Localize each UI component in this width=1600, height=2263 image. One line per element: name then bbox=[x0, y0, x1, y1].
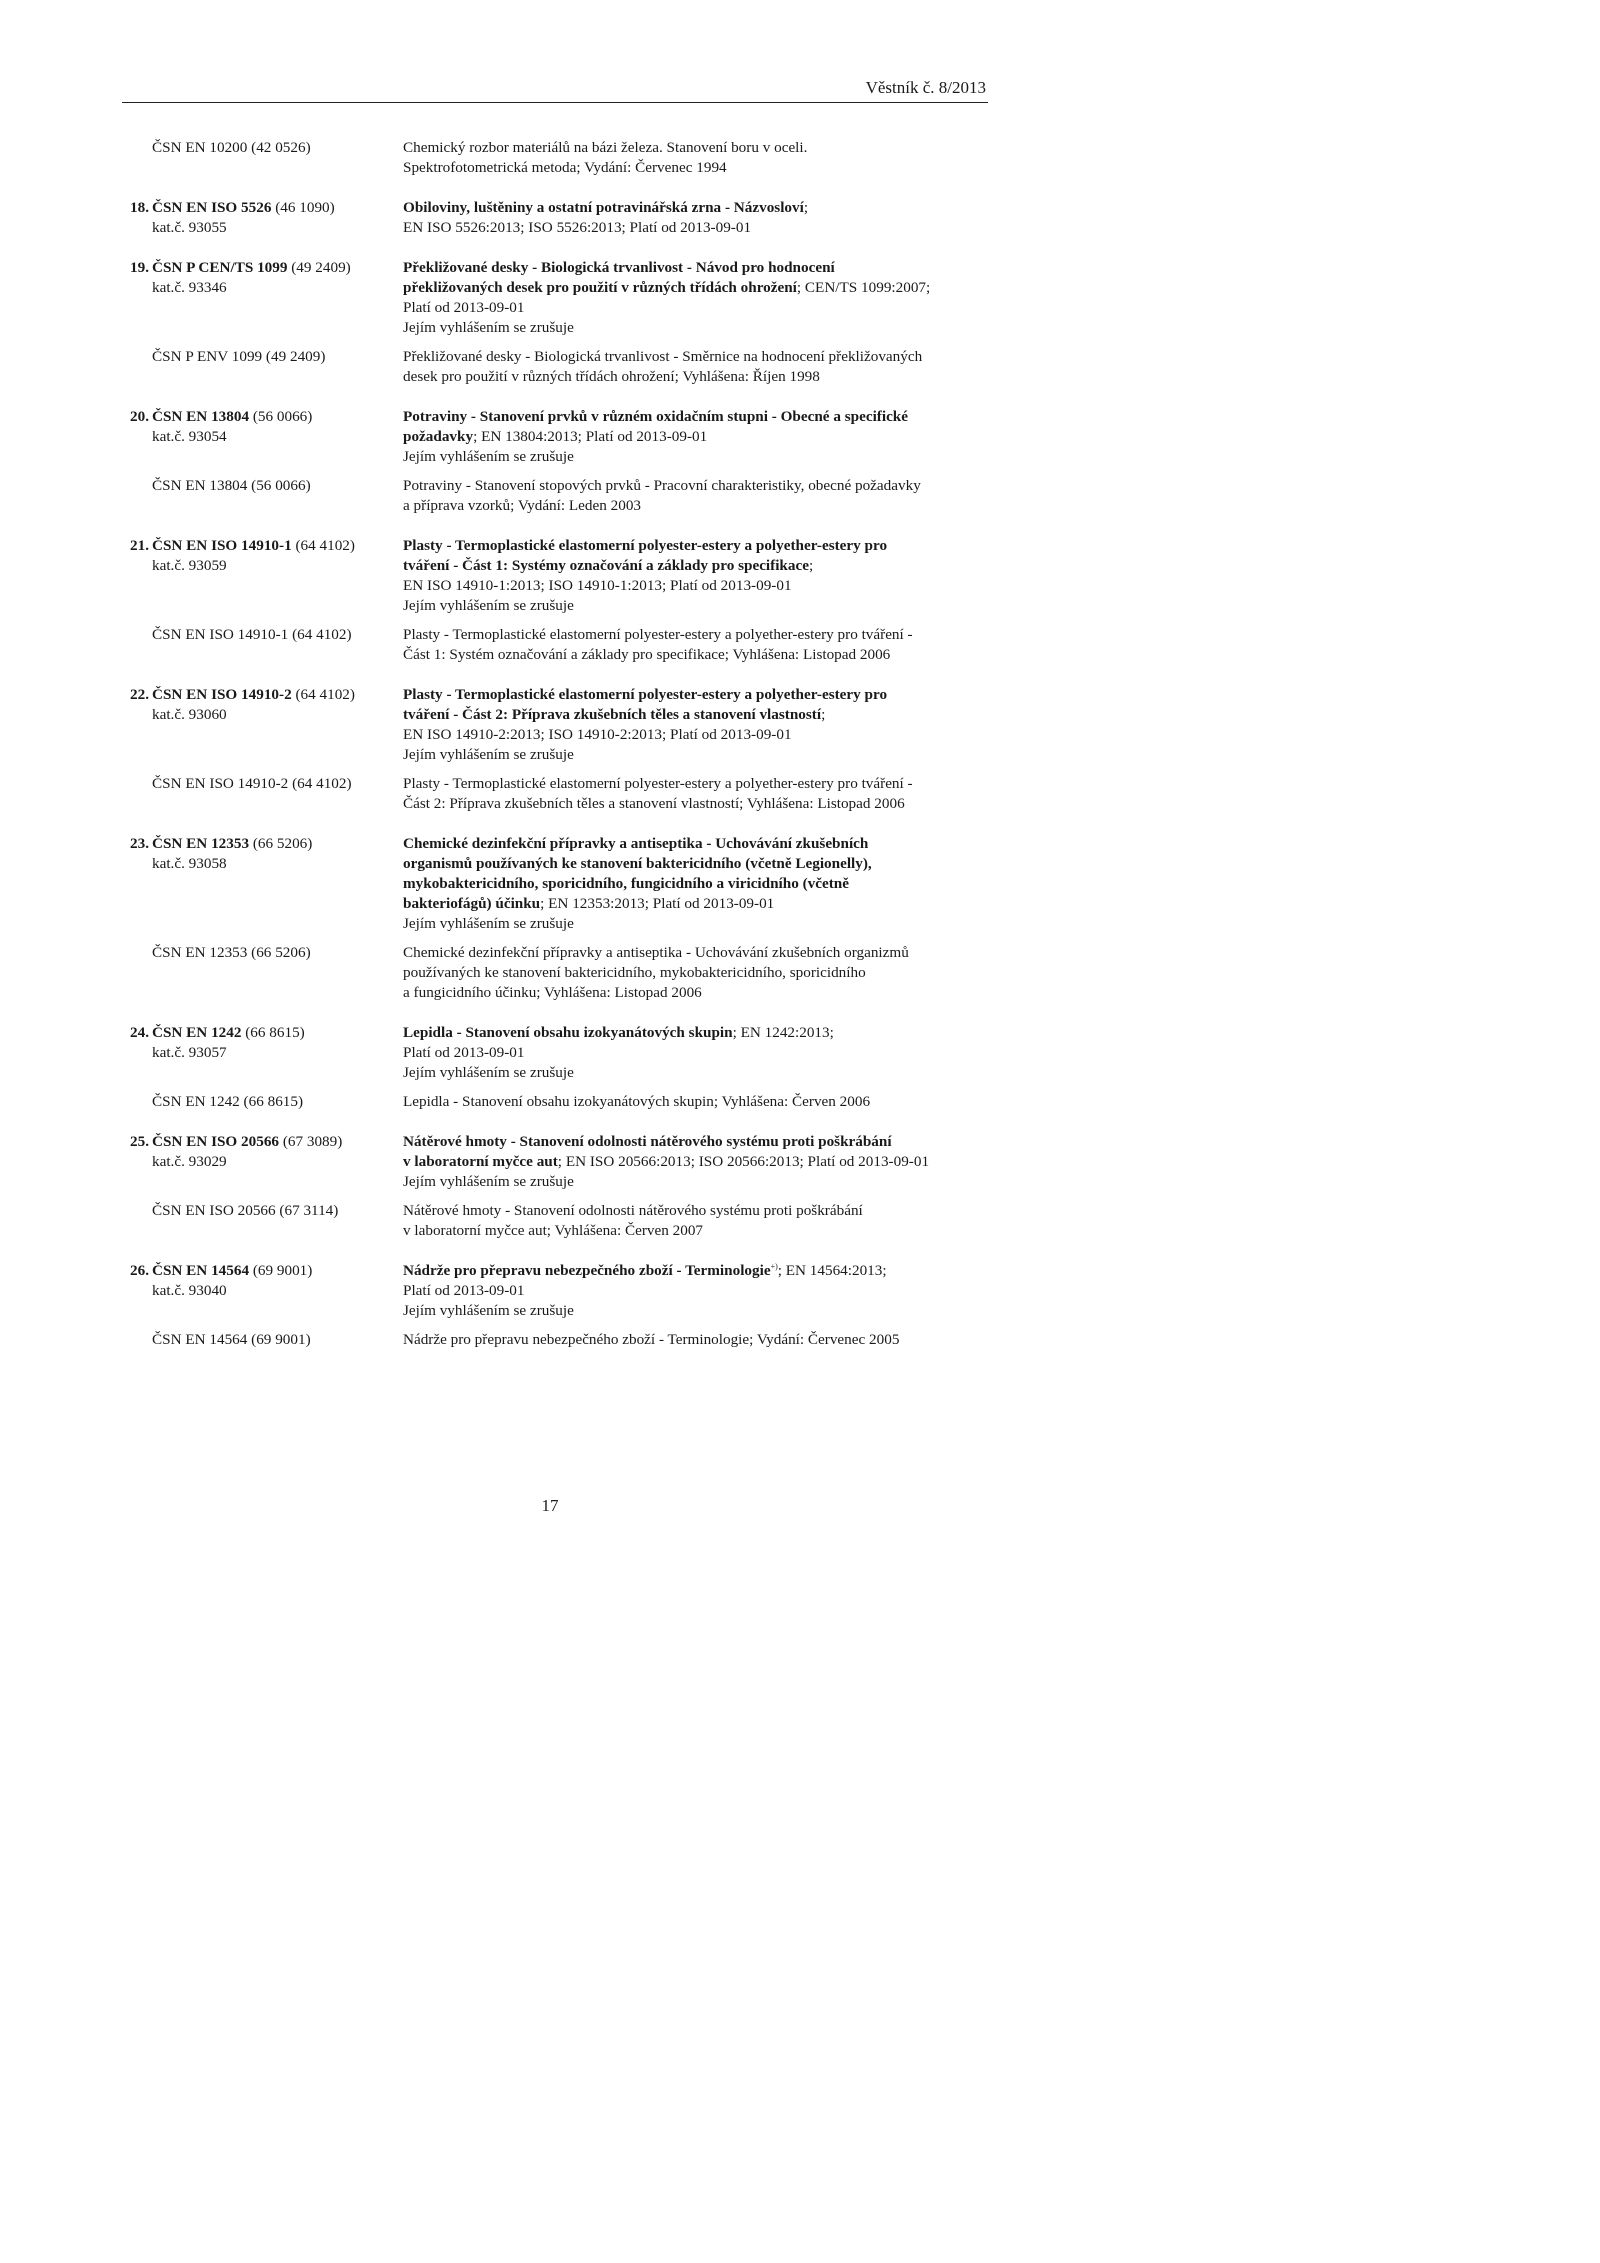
entry-number: 23. bbox=[130, 835, 149, 852]
catalog-number: kat.č. 93057 bbox=[152, 1044, 227, 1061]
replaced-standard-code bbox=[122, 1330, 403, 1350]
standard-code-bold: ČSN EN 13804 bbox=[152, 408, 250, 425]
title-text: Lepidla - Stanovení obsahu izokyanátových skupin bbox=[403, 1024, 733, 1041]
entry-main-row bbox=[122, 1261, 988, 1321]
replaced-standard-row bbox=[122, 347, 988, 387]
text-line bbox=[403, 1063, 988, 1083]
title-text: tváření - Část 1: Systémy označování a základy pro specifikace bbox=[403, 557, 809, 574]
catalog-number: kat.č. 93055 bbox=[152, 219, 227, 236]
text-line bbox=[403, 914, 988, 934]
standard-description bbox=[403, 407, 988, 467]
detail-text: Potraviny - Stanovení stopových prvků - Pracovní charakteristiky, obecné požadavky bbox=[403, 477, 921, 494]
detail-text: v laboratorní myčce aut; Vyhlášena: Červen 2007 bbox=[403, 1222, 704, 1239]
standard-description bbox=[403, 258, 988, 338]
standard-entry bbox=[122, 1261, 988, 1350]
entry-number: 22. bbox=[130, 686, 149, 703]
replaced-code-text: ČSN EN ISO 14910-1 (64 4102) bbox=[152, 626, 352, 643]
text-line bbox=[403, 218, 988, 238]
title-text: mykobaktericidního, sporicidního, fungicidního a viricidního (včetně bbox=[403, 875, 849, 892]
text-line bbox=[403, 1281, 988, 1301]
detail-text: Spektrofotometrická metoda; Vydání: Červenec 1994 bbox=[403, 159, 727, 176]
catalog-number: kat.č. 93346 bbox=[152, 279, 227, 296]
detail-text: ; EN 12353:2013; Platí od 2013-09-01 bbox=[540, 895, 775, 912]
detail-text: EN ISO 5526:2013; ISO 5526:2013; Platí od 2013-09-01 bbox=[403, 219, 752, 236]
entry-main-row bbox=[122, 258, 988, 338]
replaced-standard-row bbox=[122, 1092, 988, 1112]
title-text: Plasty - Termoplastické elastomerní polyester-estery a polyether-estery pro bbox=[403, 537, 888, 554]
title-text: v laboratorní myčce aut bbox=[403, 1153, 558, 1170]
text-line bbox=[403, 685, 988, 705]
footnote-mark: +) bbox=[770, 1261, 778, 1271]
detail-text: ; EN ISO 20566:2013; ISO 20566:2013; Platí od 2013-09-01 bbox=[557, 1153, 930, 1170]
replaced-code-text: ČSN EN ISO 14910-2 (64 4102) bbox=[152, 775, 352, 792]
standard-code-class: (66 8615) bbox=[241, 1024, 305, 1041]
replaced-standard-row bbox=[122, 1330, 988, 1350]
text-line bbox=[403, 963, 988, 983]
standard-description bbox=[403, 834, 988, 934]
detail-text: Platí od 2013-09-01 bbox=[403, 1044, 525, 1061]
standard-entry bbox=[122, 1023, 988, 1112]
replaced-standard-row bbox=[122, 1201, 988, 1241]
standard-description bbox=[403, 1132, 988, 1192]
text-line bbox=[403, 1261, 988, 1281]
standard-id bbox=[122, 1132, 403, 1192]
standard-code-class: (64 4102) bbox=[291, 537, 355, 554]
entry-main-row bbox=[122, 198, 988, 238]
text-line bbox=[403, 725, 988, 745]
standard-description bbox=[403, 198, 988, 238]
text-line bbox=[403, 496, 988, 516]
text-line bbox=[403, 1152, 988, 1172]
entry-number: 18. bbox=[130, 199, 149, 216]
title-text: Překližované desky - Biologická trvanlivost - Návod pro hodnocení bbox=[403, 259, 835, 276]
standard-code-class: (66 5206) bbox=[249, 835, 313, 852]
replaced-code-text: ČSN EN 13804 (56 0066) bbox=[152, 477, 311, 494]
replaced-standard-row bbox=[122, 625, 988, 665]
text-line bbox=[403, 774, 988, 794]
text-line bbox=[403, 943, 988, 963]
text-line bbox=[403, 854, 988, 874]
standard-entry bbox=[122, 198, 988, 238]
detail-text: Plasty - Termoplastické elastomerní polyester-estery a polyether-estery pro tváření - bbox=[403, 626, 913, 643]
standard-code-class: (67 3089) bbox=[279, 1133, 343, 1150]
title-text: bakteriofágů) účinku bbox=[403, 895, 541, 912]
standard-entry bbox=[122, 407, 988, 516]
detail-text: Část 2: Příprava zkušebních těles a stanovení vlastností; Vyhlášena: Listopad 2006 bbox=[403, 795, 905, 812]
title-text: požadavky bbox=[403, 428, 474, 445]
detail-text: Jejím vyhlášením se zrušuje bbox=[403, 915, 574, 932]
title-text: Plasty - Termoplastické elastomerní polyester-estery a polyether-estery pro bbox=[403, 686, 888, 703]
title-text: Nátěrové hmoty - Stanovení odolnosti nátěrového systému proti poškrábání bbox=[403, 1133, 892, 1150]
title-text: tváření - Část 2: Příprava zkušebních těles a stanovení vlastností bbox=[403, 706, 822, 723]
standard-code-line bbox=[122, 198, 403, 218]
standard-id bbox=[122, 536, 403, 616]
detail-text: desek pro použití v různých třídách ohrožení; Vyhlášena: Říjen 1998 bbox=[403, 368, 820, 385]
detail-text: ; EN 13804:2013; Platí od 2013-09-01 bbox=[473, 428, 708, 445]
page-number: 17 bbox=[541, 1496, 559, 1515]
text-line bbox=[403, 745, 988, 765]
detail-text: ; CEN/TS 1099:2007; bbox=[796, 279, 931, 296]
detail-text: Překližované desky - Biologická trvanlivost - Směrnice na hodnocení překližovaných bbox=[403, 348, 923, 365]
standard-id bbox=[122, 834, 403, 934]
replaced-code-text: ČSN EN 12353 (66 5206) bbox=[152, 944, 311, 961]
replaced-code-text: ČSN EN 10200 (42 0526) bbox=[152, 139, 311, 156]
replaced-standard-row bbox=[122, 476, 988, 516]
entry-main-row bbox=[122, 407, 988, 467]
standard-code-line bbox=[122, 1132, 403, 1152]
entry-main-row bbox=[122, 1023, 988, 1083]
detail-text: ; bbox=[803, 199, 809, 216]
standard-id bbox=[122, 407, 403, 467]
page-header bbox=[122, 76, 988, 103]
replaced-standard-description bbox=[403, 1092, 988, 1112]
detail-text: Jejím vyhlášením se zrušuje bbox=[403, 746, 574, 763]
standard-entry bbox=[122, 834, 988, 1003]
standard-code-bold: ČSN EN ISO 20566 bbox=[152, 1133, 280, 1150]
text-line bbox=[403, 198, 988, 218]
text-line bbox=[403, 1043, 988, 1063]
replaced-standard-description bbox=[403, 476, 988, 516]
standards-list bbox=[122, 138, 988, 1370]
standard-code-line bbox=[122, 834, 403, 854]
text-line bbox=[403, 1221, 988, 1241]
detail-text: Jejím vyhlášením se zrušuje bbox=[403, 1064, 574, 1081]
standard-entry bbox=[122, 536, 988, 665]
text-line bbox=[403, 625, 988, 645]
detail-text: Jejím vyhlášením se zrušuje bbox=[403, 1173, 574, 1190]
detail-text: Platí od 2013-09-01 bbox=[403, 1282, 525, 1299]
standard-id bbox=[122, 198, 403, 238]
replaced-standard-row bbox=[122, 943, 988, 1003]
detail-text: EN ISO 14910-1:2013; ISO 14910-1:2013; Platí od 2013-09-01 bbox=[403, 577, 792, 594]
detail-text: a fungicidního účinku; Vyhlášena: Listopad 2006 bbox=[403, 984, 702, 1001]
title-text: organismů používaných ke stanovení baktericidního (včetně Legionelly), bbox=[403, 855, 872, 872]
text-line bbox=[403, 556, 988, 576]
detail-text: Nádrže pro přepravu nebezpečného zboží - Terminologie; Vydání: Červenec 2005 bbox=[403, 1331, 900, 1348]
replaced-standard-code bbox=[122, 943, 403, 1003]
title-text: Obiloviny, luštěniny a ostatní potravinářská zrna - Názvosloví bbox=[403, 199, 804, 216]
replaced-standard-description bbox=[403, 1330, 988, 1350]
title-text: Chemické dezinfekční přípravky a antiseptika - Uchovávání zkušebních bbox=[403, 835, 869, 852]
detail-text: používaných ke stanovení baktericidního, mykobaktericidního, sporicidního bbox=[403, 964, 866, 981]
replaced-standard-description bbox=[403, 943, 988, 1003]
standard-entry bbox=[122, 258, 988, 387]
detail-text: Lepidla - Stanovení obsahu izokyanátových skupin; Vyhlášena: Červen 2006 bbox=[403, 1093, 871, 1110]
standard-code-class: (69 9001) bbox=[249, 1262, 313, 1279]
standard-entry bbox=[122, 685, 988, 814]
standard-id bbox=[122, 258, 403, 338]
replaced-code-text: ČSN EN 1242 (66 8615) bbox=[152, 1093, 304, 1110]
standard-description bbox=[403, 536, 988, 616]
entry-main-row bbox=[122, 685, 988, 765]
replaced-standard-description bbox=[403, 347, 988, 387]
standard-code bbox=[152, 258, 351, 278]
standard-code-bold: ČSN EN ISO 5526 bbox=[152, 199, 272, 216]
text-line bbox=[403, 1301, 988, 1321]
catalog-number: kat.č. 93058 bbox=[152, 855, 227, 872]
text-line bbox=[403, 1330, 988, 1350]
replaced-standard-code bbox=[122, 1092, 403, 1112]
standard-id bbox=[122, 1023, 403, 1083]
detail-text: Platí od 2013-09-01 bbox=[403, 299, 525, 316]
detail-text: ; EN 14564:2013; bbox=[777, 1262, 887, 1279]
text-line bbox=[403, 576, 988, 596]
text-line bbox=[403, 1132, 988, 1152]
text-line bbox=[403, 536, 988, 556]
detail-text: Chemický rozbor materiálů na bázi železa. Stanovení boru v oceli. bbox=[403, 139, 808, 156]
text-line bbox=[403, 318, 988, 338]
entry-main-row bbox=[122, 1132, 988, 1192]
replaced-code-text: ČSN EN ISO 20566 (67 3114) bbox=[152, 1202, 339, 1219]
standard-code-bold: ČSN EN ISO 14910-2 bbox=[152, 686, 292, 703]
standard-code-line bbox=[122, 407, 403, 427]
standard-code bbox=[152, 407, 312, 427]
detail-text: Nátěrové hmoty - Stanovení odolnosti nátěrového systému proti poškrábání bbox=[403, 1202, 863, 1219]
text-line bbox=[403, 834, 988, 854]
detail-text: Jejím vyhlášením se zrušuje bbox=[403, 319, 574, 336]
title-text: Nádrže pro přepravu nebezpečného zboží - Terminologie bbox=[403, 1262, 771, 1279]
replaced-standard-row bbox=[122, 774, 988, 814]
text-line bbox=[403, 447, 988, 467]
text-line bbox=[403, 1092, 988, 1112]
text-line bbox=[403, 427, 988, 447]
standard-code-line bbox=[122, 1261, 403, 1281]
replaced-standard-description bbox=[403, 138, 988, 178]
detail-text: Jejím vyhlášením se zrušuje bbox=[403, 1302, 574, 1319]
replaced-standard-description bbox=[403, 625, 988, 665]
catalog-number: kat.č. 93054 bbox=[152, 428, 227, 445]
replaced-code-text: ČSN P ENV 1099 (49 2409) bbox=[152, 348, 326, 365]
standard-code-class: (64 4102) bbox=[291, 686, 355, 703]
replaced-standard-row bbox=[122, 138, 988, 178]
detail-text: Plasty - Termoplastické elastomerní polyester-estery a polyether-estery pro tváření - bbox=[403, 775, 913, 792]
entry-number: 24. bbox=[130, 1024, 149, 1041]
standard-code bbox=[152, 685, 355, 705]
text-line bbox=[403, 158, 988, 178]
replaced-standard-code bbox=[122, 476, 403, 516]
text-line bbox=[403, 367, 988, 387]
text-line bbox=[403, 476, 988, 496]
standard-code-bold: ČSN EN 14564 bbox=[152, 1262, 250, 1279]
standard-code bbox=[152, 1261, 312, 1281]
standard-code-class: (56 0066) bbox=[249, 408, 313, 425]
catalog-number: kat.č. 93060 bbox=[152, 706, 227, 723]
standard-code-bold: ČSN EN 12353 bbox=[152, 835, 250, 852]
standard-code-class: (49 2409) bbox=[287, 259, 351, 276]
standard-id bbox=[122, 1261, 403, 1321]
title-text: Potraviny - Stanovení prvků v různém oxidačním stupni - Obecné a specifické bbox=[403, 408, 908, 425]
text-line bbox=[403, 894, 988, 914]
text-line bbox=[403, 407, 988, 427]
text-line bbox=[403, 278, 988, 298]
standard-code bbox=[152, 834, 312, 854]
replaced-standard-code bbox=[122, 138, 403, 178]
replaced-standard-code bbox=[122, 1201, 403, 1241]
standard-entry bbox=[122, 138, 988, 178]
title-text: překližovaných desek pro použití v různých třídách ohrožení bbox=[403, 279, 797, 296]
standard-code bbox=[152, 536, 355, 556]
detail-text: ; EN 1242:2013; bbox=[732, 1024, 834, 1041]
replaced-code-text: ČSN EN 14564 (69 9001) bbox=[152, 1331, 311, 1348]
standard-code-line bbox=[122, 258, 403, 278]
text-line bbox=[403, 596, 988, 616]
standard-entry bbox=[122, 1132, 988, 1241]
replaced-standard-code bbox=[122, 774, 403, 814]
entry-main-row bbox=[122, 834, 988, 934]
detail-text: ; bbox=[808, 557, 814, 574]
detail-text: Jejím vyhlášením se zrušuje bbox=[403, 448, 574, 465]
standard-code-class: (46 1090) bbox=[271, 199, 335, 216]
standard-id bbox=[122, 685, 403, 765]
standard-code bbox=[152, 1132, 342, 1152]
text-line bbox=[403, 1023, 988, 1043]
text-line bbox=[403, 1172, 988, 1192]
catalog-number: kat.č. 93059 bbox=[152, 557, 227, 574]
replaced-standard-description bbox=[403, 1201, 988, 1241]
bulletin-title: Věstník č. 8/2013 bbox=[865, 78, 986, 97]
standard-code bbox=[152, 198, 335, 218]
text-line bbox=[403, 298, 988, 318]
entry-main-row bbox=[122, 536, 988, 616]
detail-text: Chemické dezinfekční přípravky a antiseptika - Uchovávání zkušebních organizmů bbox=[403, 944, 909, 961]
detail-text: Jejím vyhlášením se zrušuje bbox=[403, 597, 574, 614]
text-line bbox=[403, 874, 988, 894]
replaced-standard-code bbox=[122, 625, 403, 665]
standard-description bbox=[403, 1261, 988, 1321]
text-line bbox=[403, 1201, 988, 1221]
replaced-standard-description bbox=[403, 774, 988, 814]
standard-description bbox=[403, 685, 988, 765]
detail-text: EN ISO 14910-2:2013; ISO 14910-2:2013; Platí od 2013-09-01 bbox=[403, 726, 792, 743]
replaced-standard-code bbox=[122, 347, 403, 387]
standard-description bbox=[403, 1023, 988, 1083]
standard-code-bold: ČSN EN ISO 14910-1 bbox=[152, 537, 292, 554]
standard-code-bold: ČSN EN 1242 bbox=[152, 1024, 242, 1041]
detail-text: a příprava vzorků; Vydání: Leden 2003 bbox=[403, 497, 642, 514]
text-line bbox=[403, 347, 988, 367]
text-line bbox=[403, 258, 988, 278]
text-line bbox=[403, 138, 988, 158]
standard-code-line bbox=[122, 1023, 403, 1043]
entry-number: 19. bbox=[130, 259, 149, 276]
catalog-number: kat.č. 93040 bbox=[152, 1282, 227, 1299]
standard-code-line bbox=[122, 536, 403, 556]
standard-code bbox=[152, 1023, 305, 1043]
text-line bbox=[403, 705, 988, 725]
entry-number: 25. bbox=[130, 1133, 149, 1150]
entry-number: 20. bbox=[130, 408, 149, 425]
standard-code-line bbox=[122, 685, 403, 705]
text-line bbox=[403, 794, 988, 814]
text-line bbox=[403, 983, 988, 1003]
standard-code-bold: ČSN P CEN/TS 1099 bbox=[152, 259, 288, 276]
detail-text: Část 1: Systém označování a základy pro specifikace; Vyhlášena: Listopad 2006 bbox=[403, 646, 891, 663]
text-line bbox=[403, 645, 988, 665]
entry-number: 21. bbox=[130, 537, 149, 554]
entry-number: 26. bbox=[130, 1262, 149, 1279]
detail-text: ; bbox=[821, 706, 826, 723]
catalog-number: kat.č. 93029 bbox=[152, 1153, 227, 1170]
